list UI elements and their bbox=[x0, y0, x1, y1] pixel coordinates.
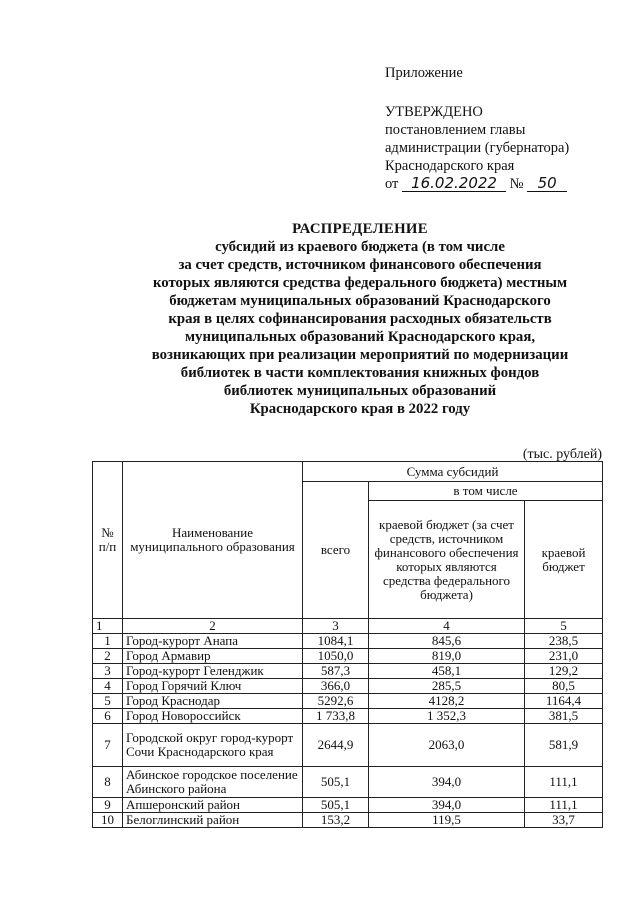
row-regional-federal: 4128,2 bbox=[369, 694, 525, 709]
row-num: 6 bbox=[93, 709, 123, 724]
column-index: 2 bbox=[123, 619, 303, 634]
row-total: 5292,6 bbox=[303, 694, 369, 709]
approval-date-line bbox=[385, 175, 625, 193]
heading-line: возникающих при реализации мероприятий по модернизации bbox=[151, 347, 569, 363]
row-regional: 111,1 bbox=[525, 798, 603, 813]
table-row bbox=[93, 709, 603, 724]
row-regional: 231,0 bbox=[525, 649, 603, 664]
row-total: 2644,9 bbox=[303, 724, 369, 767]
row-name: Город Армавир bbox=[123, 649, 303, 664]
row-num: 2 bbox=[93, 649, 123, 664]
header-sum: Сумма субсидий bbox=[303, 462, 603, 482]
approval-line-1: постановлением главы bbox=[385, 122, 526, 138]
row-regional: 581,9 bbox=[525, 724, 603, 767]
column-index-row bbox=[93, 619, 603, 634]
table-row bbox=[93, 649, 603, 664]
row-regional: 381,5 bbox=[525, 709, 603, 724]
header-num: № п/п bbox=[93, 462, 123, 619]
table-row bbox=[93, 813, 603, 828]
row-regional: 129,2 bbox=[525, 664, 603, 679]
row-num: 5 bbox=[93, 694, 123, 709]
header-name: Наименование муниципального образования bbox=[123, 462, 303, 619]
row-name: Апшеронский район bbox=[123, 798, 303, 813]
row-total: 1 733,8 bbox=[303, 709, 369, 724]
column-index: 1 bbox=[93, 619, 123, 634]
table-row bbox=[93, 694, 603, 709]
subsidy-table bbox=[92, 461, 603, 828]
document-title: РАСПРЕДЕЛЕНИЕ bbox=[292, 221, 428, 237]
from-label: от bbox=[385, 176, 399, 192]
row-regional-federal: 119,5 bbox=[369, 813, 525, 828]
approval-number: 50 bbox=[527, 175, 567, 192]
row-name: Город-курорт Геленджик bbox=[123, 664, 303, 679]
annex-label: Приложение bbox=[385, 65, 463, 81]
column-index: 4 bbox=[369, 619, 525, 634]
row-total: 1084,1 bbox=[303, 634, 369, 649]
approval-block bbox=[385, 64, 625, 193]
row-regional-federal: 845,6 bbox=[369, 634, 525, 649]
row-name: Город Горячий Ключ bbox=[123, 679, 303, 694]
heading-line: бюджетам муниципальных образований Краснодарского bbox=[169, 293, 551, 309]
table-row bbox=[93, 798, 603, 813]
row-regional-federal: 458,1 bbox=[369, 664, 525, 679]
row-regional: 33,7 bbox=[525, 813, 603, 828]
table-row bbox=[93, 634, 603, 649]
table-row bbox=[93, 679, 603, 694]
row-name: Город Краснодар bbox=[123, 694, 303, 709]
row-regional-federal: 285,5 bbox=[369, 679, 525, 694]
row-total: 505,1 bbox=[303, 798, 369, 813]
row-regional-federal: 1 352,3 bbox=[369, 709, 525, 724]
heading-line: края в целях софинансирования расходных обязательств bbox=[168, 311, 552, 327]
row-total: 366,0 bbox=[303, 679, 369, 694]
column-index: 3 bbox=[303, 619, 369, 634]
row-regional-federal: 394,0 bbox=[369, 767, 525, 798]
header-including: в том числе bbox=[369, 482, 603, 501]
row-num: 7 bbox=[93, 724, 123, 767]
heading-line: которых являются средства федерального бюджета) местным bbox=[152, 275, 568, 291]
row-regional-federal: 819,0 bbox=[369, 649, 525, 664]
heading-line: за счет средств, источником финансового обеспечения bbox=[178, 257, 542, 273]
row-num: 4 bbox=[93, 679, 123, 694]
row-name: Город-курорт Анапа bbox=[123, 634, 303, 649]
row-regional-federal: 394,0 bbox=[369, 798, 525, 813]
row-total: 1050,0 bbox=[303, 649, 369, 664]
units-label: (тыс. рублей) bbox=[522, 447, 602, 462]
column-index: 5 bbox=[525, 619, 603, 634]
heading-line: библиотек муниципальных образований bbox=[223, 383, 497, 399]
heading-line: муниципальных образований Краснодарского края, bbox=[184, 329, 536, 345]
header-regional-federal: краевой бюджет (за счет средств, источником финансового обеспечения которых являются средства федерального бюджета) bbox=[369, 501, 525, 619]
table-row bbox=[93, 724, 603, 767]
row-total: 505,1 bbox=[303, 767, 369, 798]
table-row bbox=[93, 664, 603, 679]
row-regional: 238,5 bbox=[525, 634, 603, 649]
row-num: 1 bbox=[93, 634, 123, 649]
row-num: 10 bbox=[93, 813, 123, 828]
header-total: всего bbox=[303, 482, 369, 619]
heading-line: субсидий из краевого бюджета (в том числе bbox=[215, 239, 505, 255]
approval-line-3: Краснодарского края bbox=[385, 158, 515, 174]
row-regional: 111,1 bbox=[525, 767, 603, 798]
row-num: 9 bbox=[93, 798, 123, 813]
row-regional-federal: 2063,0 bbox=[369, 724, 525, 767]
row-name: Город Новороссийск bbox=[123, 709, 303, 724]
row-total: 587,3 bbox=[303, 664, 369, 679]
document-heading bbox=[100, 220, 620, 418]
row-name: Городской округ город-курорт Сочи Краснодарского края bbox=[123, 724, 303, 767]
approval-date: 16.02.2022 bbox=[402, 175, 506, 192]
number-label: № bbox=[509, 176, 524, 192]
header-regional: краевой бюджет bbox=[525, 501, 603, 619]
row-num: 8 bbox=[93, 767, 123, 798]
row-name: Белоглинский район bbox=[123, 813, 303, 828]
row-total: 153,2 bbox=[303, 813, 369, 828]
approval-line-2: администрации (губернатора) bbox=[385, 140, 570, 156]
row-regional: 1164,4 bbox=[525, 694, 603, 709]
row-num: 3 bbox=[93, 664, 123, 679]
row-regional: 80,5 bbox=[525, 679, 603, 694]
heading-line: библиотек в части комплектования книжных фондов bbox=[180, 365, 540, 381]
row-name: Абинское городское поселение Абинского района bbox=[123, 767, 303, 798]
table-row bbox=[93, 767, 603, 798]
heading-line: Краснодарского края в 2022 году bbox=[249, 401, 471, 417]
approved-label: УТВЕРЖДЕНО bbox=[385, 104, 483, 120]
